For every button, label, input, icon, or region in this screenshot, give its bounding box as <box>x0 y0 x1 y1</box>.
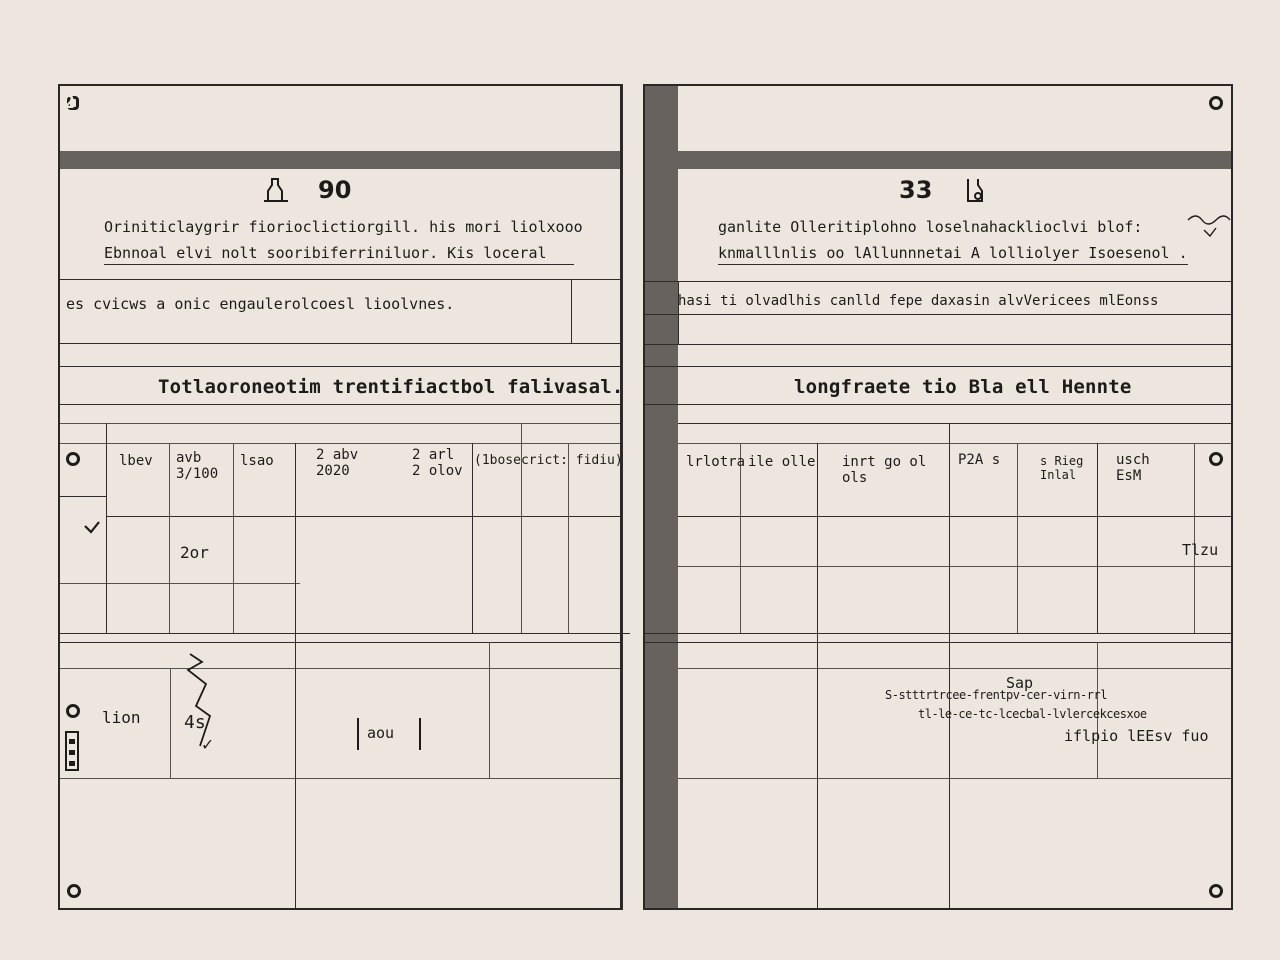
row-marker-icon <box>1209 452 1223 466</box>
left-page-number: 90 <box>318 176 352 204</box>
table-border <box>678 423 1231 424</box>
table-border <box>60 583 300 584</box>
row-marker-icon <box>66 452 80 466</box>
check-mark: ✓ <box>202 734 213 755</box>
table-border <box>949 423 950 908</box>
divider <box>678 282 679 344</box>
table-header-cell: s Rieg Inlal <box>1040 454 1084 482</box>
table-header-cell: 2 arl 2 olov <box>412 447 463 479</box>
squiggle-icon <box>178 650 224 754</box>
table-border <box>645 633 1231 634</box>
divider <box>60 279 620 280</box>
table-border <box>60 778 620 779</box>
table-border <box>678 668 1231 669</box>
left-intro-line-2: Ebnnoal elvi nolt sooribiferriniluor. Kis loceral <box>104 244 547 262</box>
divider <box>645 366 1231 367</box>
left-page <box>58 84 622 910</box>
annotation-left: lion <box>102 708 141 727</box>
table-border <box>106 423 107 634</box>
boxed-label <box>357 718 421 750</box>
table-border <box>817 443 818 908</box>
table-border <box>1194 443 1195 633</box>
right-note-line: hasi ti olvadlhis canlld fepe daxasin alvVericees mlEonss <box>678 293 1159 309</box>
bottle-icon <box>964 176 992 204</box>
table-header-cell: avb 3/100 <box>176 450 219 482</box>
corner-hole-icon <box>1209 884 1223 898</box>
table-header-cell: lsao <box>240 453 274 469</box>
table-border <box>295 443 296 908</box>
checkmark-icon <box>82 520 102 540</box>
right-intro-line-1: ganlite Olleritiplohno loselnahacklioclvi blof: <box>718 218 1143 236</box>
table-border <box>60 668 620 669</box>
right-page-number: 33 <box>899 176 933 204</box>
table-border <box>60 633 630 634</box>
scribble-line-3: iflpio lEEsv fuo <box>1064 727 1209 745</box>
left-intro-line-1: Oriniticlaygrir fiorioclictiorgill. his mori liolxooo <box>104 218 583 236</box>
divider <box>645 344 1231 345</box>
annotation-tall: 4s <box>184 712 206 733</box>
table-header-cell: lbev <box>119 453 153 469</box>
stacked-boxes-icon <box>65 731 79 771</box>
left-header-band <box>60 151 620 169</box>
table-border <box>1097 443 1098 633</box>
table-header-cell: inrt go ol ols <box>842 454 927 486</box>
box-label: aou <box>367 724 395 742</box>
table-border <box>233 443 234 633</box>
table-border <box>60 443 620 444</box>
left-section-title: Totlaoroneotim trentifiactbol falivasal. <box>158 376 624 398</box>
annotation-right: Tlzu <box>1182 541 1219 559</box>
divider <box>645 314 1231 315</box>
table-header-cell: usch EsM <box>1116 452 1150 484</box>
table-border <box>678 566 1231 567</box>
right-header-band <box>645 151 1231 169</box>
row-label: 2or <box>180 543 209 562</box>
spine-edge <box>622 84 623 910</box>
table-border <box>489 642 490 778</box>
scribble-line-1: S-stttrtrcee-frentpv-cer-virn-rrl <box>885 688 1107 702</box>
table-border <box>169 443 170 633</box>
doodle-icon <box>1186 210 1236 244</box>
divider <box>60 366 620 367</box>
table-border <box>678 778 1231 779</box>
left-corner-mark: 2 <box>64 92 75 113</box>
table-border <box>60 496 107 497</box>
right-intro-underline <box>718 264 1188 265</box>
right-intro-line-2: knmalllnlis oo lAllunnnetai A lolliolyer Isoesenol . <box>718 244 1188 262</box>
table-header-cell: P2A s <box>958 452 1001 468</box>
bottle-icon <box>262 176 290 204</box>
divider <box>571 280 572 343</box>
right-section-title: longfraete tio Bla ell Hennte <box>794 376 1132 398</box>
scribble-top: Sap <box>1006 674 1034 692</box>
scribble-line-2: tl-le-ce-tc-lcecbal-lvlercekcesxoe <box>918 707 1147 721</box>
table-header-cell: 2 abv 2020 <box>316 447 359 479</box>
table-border <box>645 642 1231 643</box>
row-marker-icon <box>66 704 80 718</box>
divider <box>60 343 620 344</box>
table-border <box>170 668 171 778</box>
divider <box>645 404 1231 405</box>
table-header-cell: (1bosecrict: fidiu) <box>474 453 623 468</box>
table-border <box>1017 443 1018 633</box>
table-border <box>740 443 741 633</box>
left-intro-underline <box>104 264 574 265</box>
table-header-cell: lrlotra <box>686 454 746 470</box>
corner-hole-icon <box>1209 96 1223 110</box>
table-border <box>678 516 1231 517</box>
table-border <box>678 443 1231 444</box>
table-header-cell: ile olle <box>748 454 816 470</box>
right-page <box>643 84 1233 910</box>
table-border <box>60 642 620 643</box>
table-border <box>60 423 620 424</box>
table-border <box>472 443 473 633</box>
table-border <box>568 443 569 633</box>
left-note-line: es cvicws a onic engaulerolcoesl lioolvnes. <box>66 295 455 313</box>
divider <box>60 404 620 405</box>
table-border <box>107 516 620 517</box>
corner-hole-icon <box>67 884 81 898</box>
divider <box>645 281 1231 282</box>
